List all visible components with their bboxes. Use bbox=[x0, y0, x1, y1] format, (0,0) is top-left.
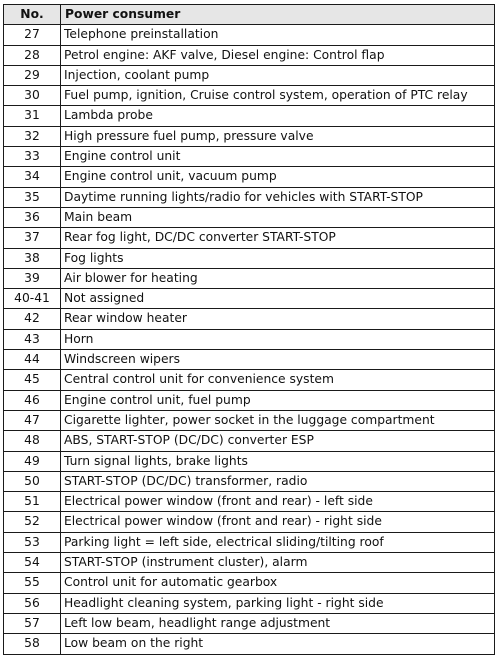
power-consumer-cell: Not assigned bbox=[61, 289, 495, 309]
fuse-number-cell: 28 bbox=[4, 45, 61, 65]
fuse-number-cell: 49 bbox=[4, 451, 61, 471]
power-consumer-cell: Lambda probe bbox=[61, 106, 495, 126]
fuse-number-cell: 35 bbox=[4, 187, 61, 207]
fuse-number-cell: 37 bbox=[4, 228, 61, 248]
table-row bbox=[4, 207, 495, 227]
power-consumer-cell: ABS, START-STOP (DC/DC) converter ESP bbox=[61, 431, 495, 451]
fuse-number-cell: 31 bbox=[4, 106, 61, 126]
fuse-number-cell: 50 bbox=[4, 471, 61, 491]
column-header-number: No. bbox=[4, 5, 61, 25]
table-row bbox=[4, 451, 495, 471]
fuse-number-cell: 33 bbox=[4, 147, 61, 167]
fuse-number-cell: 42 bbox=[4, 309, 61, 329]
table-row bbox=[4, 147, 495, 167]
table-body bbox=[4, 25, 495, 654]
power-consumer-cell: Air blower for heating bbox=[61, 268, 495, 288]
power-consumer-cell: Windscreen wipers bbox=[61, 350, 495, 370]
power-consumer-cell: Engine control unit, vacuum pump bbox=[61, 167, 495, 187]
fuse-number-cell: 39 bbox=[4, 268, 61, 288]
table-row bbox=[4, 593, 495, 613]
power-consumer-cell: Fuel pump, ignition, Cruise control system, operation of PTC relay bbox=[61, 86, 495, 106]
table-row bbox=[4, 309, 495, 329]
table-row bbox=[4, 228, 495, 248]
fuse-number-cell: 53 bbox=[4, 532, 61, 552]
table-row bbox=[4, 512, 495, 532]
power-consumer-cell: Parking light = left side, electrical sliding/tilting roof bbox=[61, 532, 495, 552]
table-header-row bbox=[4, 5, 495, 25]
power-consumer-cell: Engine control unit bbox=[61, 147, 495, 167]
table-row bbox=[4, 329, 495, 349]
table-row bbox=[4, 350, 495, 370]
fuse-number-cell: 45 bbox=[4, 370, 61, 390]
power-consumer-cell: Control unit for automatic gearbox bbox=[61, 573, 495, 593]
table-row bbox=[4, 532, 495, 552]
power-consumer-cell: Turn signal lights, brake lights bbox=[61, 451, 495, 471]
power-consumer-cell: Rear window heater bbox=[61, 309, 495, 329]
fuse-number-cell: 29 bbox=[4, 65, 61, 85]
fuse-number-cell: 51 bbox=[4, 492, 61, 512]
power-consumer-cell: Fog lights bbox=[61, 248, 495, 268]
power-consumer-cell: Cigarette lighter, power socket in the luggage compartment bbox=[61, 410, 495, 430]
power-consumer-cell: Electrical power window (front and rear) - left side bbox=[61, 492, 495, 512]
table-row bbox=[4, 573, 495, 593]
table-row bbox=[4, 126, 495, 146]
fuse-number-cell: 30 bbox=[4, 86, 61, 106]
table-row bbox=[4, 167, 495, 187]
power-consumer-cell: Low beam on the right bbox=[61, 634, 495, 654]
table-row bbox=[4, 634, 495, 654]
table-row bbox=[4, 471, 495, 491]
table-row bbox=[4, 370, 495, 390]
fuse-assignment-table bbox=[3, 4, 495, 655]
fuse-number-cell: 40-41 bbox=[4, 289, 61, 309]
table-row bbox=[4, 248, 495, 268]
power-consumer-cell: Daytime running lights/radio for vehicles with START-STOP bbox=[61, 187, 495, 207]
column-header-power-consumer: Power consumer bbox=[61, 5, 495, 25]
table-row bbox=[4, 45, 495, 65]
fuse-number-cell: 38 bbox=[4, 248, 61, 268]
table-row bbox=[4, 86, 495, 106]
power-consumer-cell: Injection, coolant pump bbox=[61, 65, 495, 85]
power-consumer-cell: Petrol engine: AKF valve, Diesel engine: Control flap bbox=[61, 45, 495, 65]
fuse-number-cell: 46 bbox=[4, 390, 61, 410]
table-row bbox=[4, 410, 495, 430]
table-row bbox=[4, 25, 495, 45]
table-row bbox=[4, 106, 495, 126]
table-row bbox=[4, 289, 495, 309]
table-row bbox=[4, 187, 495, 207]
power-consumer-cell: Telephone preinstallation bbox=[61, 25, 495, 45]
power-consumer-cell: Rear fog light, DC/DC converter START-STOP bbox=[61, 228, 495, 248]
power-consumer-cell: High pressure fuel pump, pressure valve bbox=[61, 126, 495, 146]
fuse-number-cell: 44 bbox=[4, 350, 61, 370]
fuse-number-cell: 43 bbox=[4, 329, 61, 349]
power-consumer-cell: START-STOP (DC/DC) transformer, radio bbox=[61, 471, 495, 491]
table-row bbox=[4, 553, 495, 573]
fuse-number-cell: 57 bbox=[4, 613, 61, 633]
table-row bbox=[4, 268, 495, 288]
power-consumer-cell: Engine control unit, fuel pump bbox=[61, 390, 495, 410]
fuse-number-cell: 32 bbox=[4, 126, 61, 146]
power-consumer-cell: Horn bbox=[61, 329, 495, 349]
fuse-number-cell: 47 bbox=[4, 410, 61, 430]
power-consumer-cell: Main beam bbox=[61, 207, 495, 227]
power-consumer-cell: Headlight cleaning system, parking light - right side bbox=[61, 593, 495, 613]
table-row bbox=[4, 613, 495, 633]
table-row bbox=[4, 390, 495, 410]
fuse-number-cell: 58 bbox=[4, 634, 61, 654]
fuse-number-cell: 56 bbox=[4, 593, 61, 613]
table-row bbox=[4, 431, 495, 451]
power-consumer-cell: Left low beam, headlight range adjustment bbox=[61, 613, 495, 633]
power-consumer-cell: Electrical power window (front and rear) - right side bbox=[61, 512, 495, 532]
power-consumer-cell: START-STOP (instrument cluster), alarm bbox=[61, 553, 495, 573]
fuse-number-cell: 36 bbox=[4, 207, 61, 227]
table-row bbox=[4, 492, 495, 512]
fuse-number-cell: 27 bbox=[4, 25, 61, 45]
fuse-number-cell: 55 bbox=[4, 573, 61, 593]
fuse-number-cell: 48 bbox=[4, 431, 61, 451]
fuse-number-cell: 34 bbox=[4, 167, 61, 187]
power-consumer-cell: Central control unit for convenience system bbox=[61, 370, 495, 390]
fuse-number-cell: 54 bbox=[4, 553, 61, 573]
table-row bbox=[4, 65, 495, 85]
fuse-number-cell: 52 bbox=[4, 512, 61, 532]
